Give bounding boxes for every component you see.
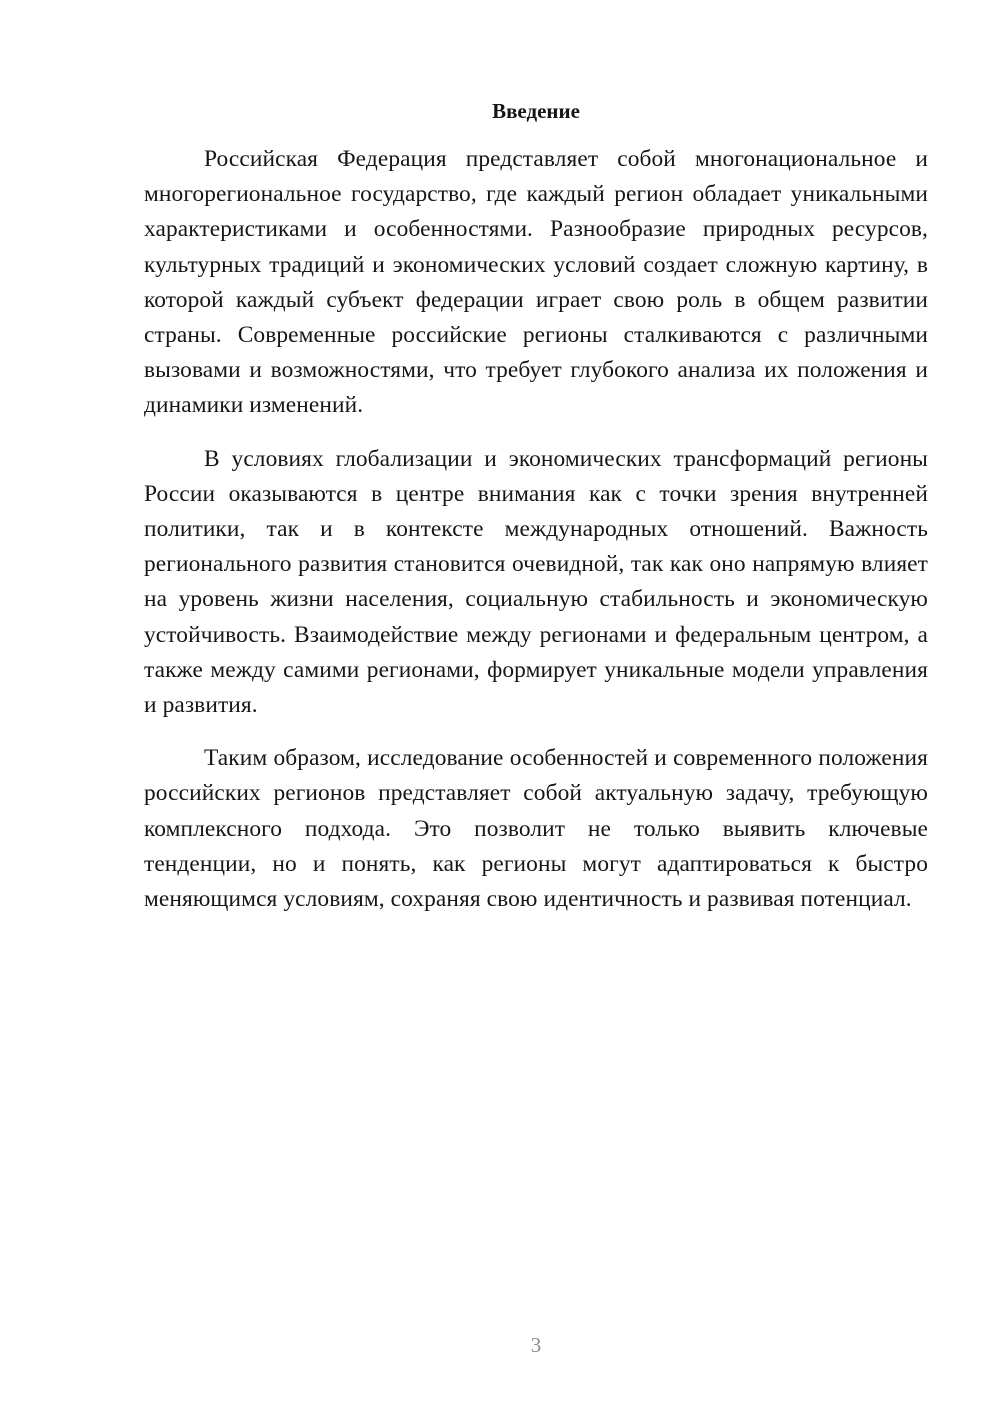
paragraph-1: Российская Федерация представляет собой многонациональное и многорегиональное государство, где каждый регион обладает уникальными характеристиками и особенностями. Разнообразие природных ресурсов, культурных традиций и экономических условий создает сложную картину, в которой каждый субъект федерации играет свою роль в общем развитии страны. Современные российские регионы сталкиваются с различными вызовами и возможностями, что требует глубокого анализа их положения и динамики изменений. bbox=[144, 146, 928, 419]
page-number: 3 bbox=[530, 1333, 542, 1357]
paragraph-3: Таким образом, исследование особенностей и современного положения российских регионов представляет собой актуальную задачу, требующую комплексного подхода. Это позволит не только выявить ключевые тенденции, но и понять, как регионы могут адаптироваться к быстро меняющимся условиям, сохраняя свою идентичность и развивая потенциал. bbox=[144, 745, 928, 913]
paragraph-2: В условиях глобализации и экономических трансформаций регионы России оказываются в центре внимания как с точки зрения внутренней политики, так и в контексте международных отношений. Важность регионального развития становится очевидной, так как оно напрямую влияет на уровень жизни населения, социальную стабильность и экономическую устойчивость. Взаимодействие между регионами и федеральным центром, а также между самими регионами, формирует уникальные модели управления и развития. bbox=[144, 445, 928, 719]
section-title: Введение bbox=[492, 99, 580, 123]
body-text bbox=[144, 142, 928, 935]
